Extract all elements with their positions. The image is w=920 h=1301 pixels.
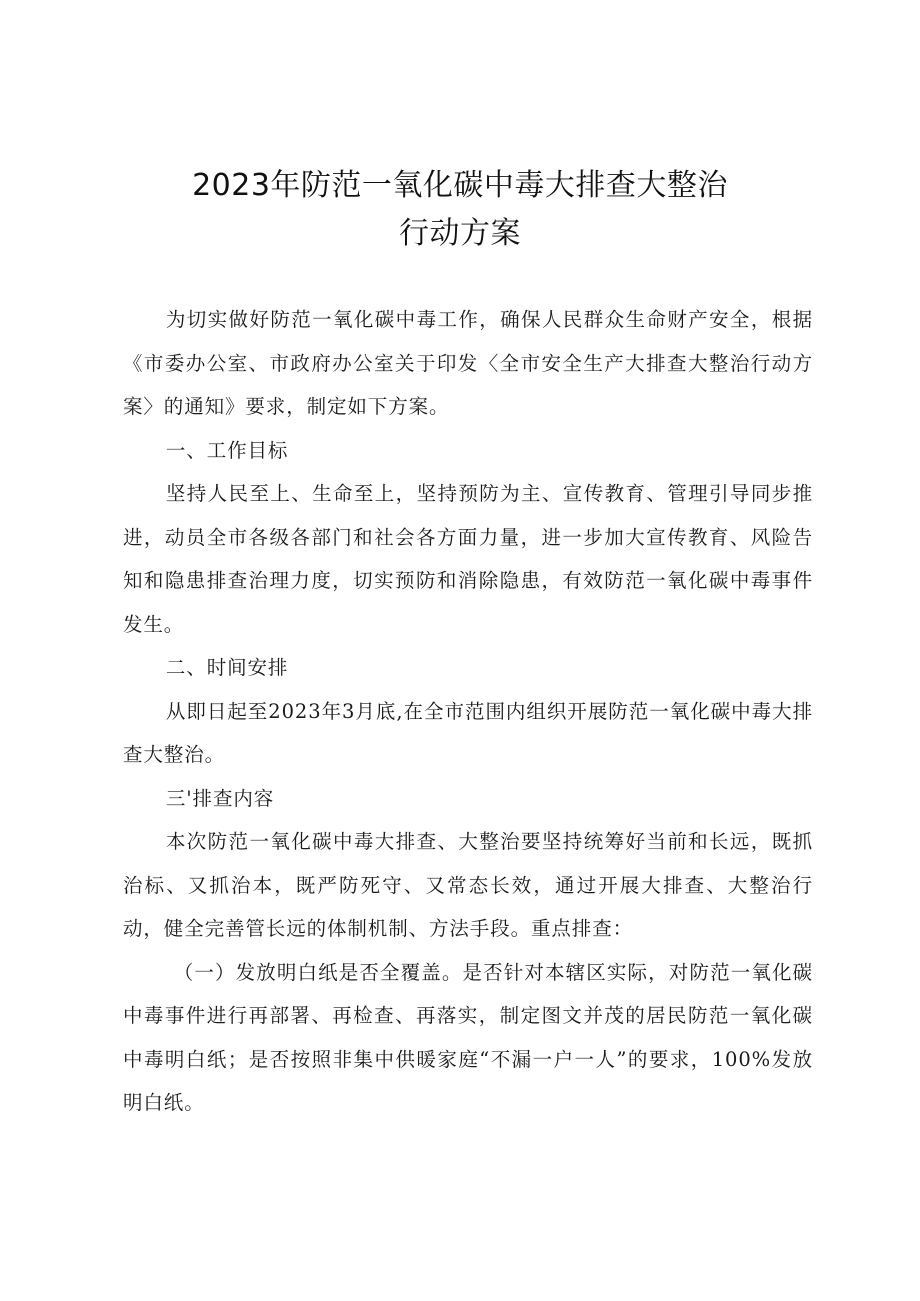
section-heading-schedule: 二、时间安排 (165, 656, 289, 679)
document-title-line-1: 2023年防范一氧化碳中毒大排查大整治 (192, 168, 728, 203)
document-title-line-2: 行动方案 (399, 216, 521, 251)
intro-paragraph: 为切实做好防范一氧化碳中毒工作，确保人民群众生命财产安全，根据《市委办公室、市政府办公室关于印发〈全市安全生产大排查大整治行动方案〉的通知》要求，制定如下方案。 (123, 308, 813, 418)
section-body-goals: 坚持人民至上、生命至上，坚持预防为主、宣传教育、管理引导同步推进，动员全市各级各部门和社会各方面力量，进一步加大宣传教育、风险告知和隐患排查治理力度，切实预防和消除隐患，有效防范一氧化碳中毒事件发生。 (123, 482, 813, 636)
section-body-schedule: 从即日起至2023年3月底,在全市范围内组织开展防范一氧化碳中毒大排查大整治。 (123, 699, 813, 766)
section-heading-inspection: 三'排查内容 (165, 786, 275, 810)
document-body (123, 298, 813, 1125)
section-heading-goals: 一、工作目标 (165, 438, 289, 462)
list-item-leaflet-coverage: （一）发放明白纸是否全覆盖。是否针对本辖区实际，对防范一氧化碳中毒事件进行再部署、再检查、再落实，制定图文并茂的居民防范一氧化碳中毒明白纸；是否按照非集中供暖家庭“不漏一户一人”的要求，100%发放明白纸。 (123, 960, 813, 1114)
section-body-inspection: 本次防范一氧化碳中毒大排查、大整治要坚持统筹好当前和长远，既抓治标、又抓治本，既严防死守、又常态长效，通过开展大排查、大整治行动，健全完善管长远的体制机制、方法手段。重点排查： (123, 830, 813, 940)
